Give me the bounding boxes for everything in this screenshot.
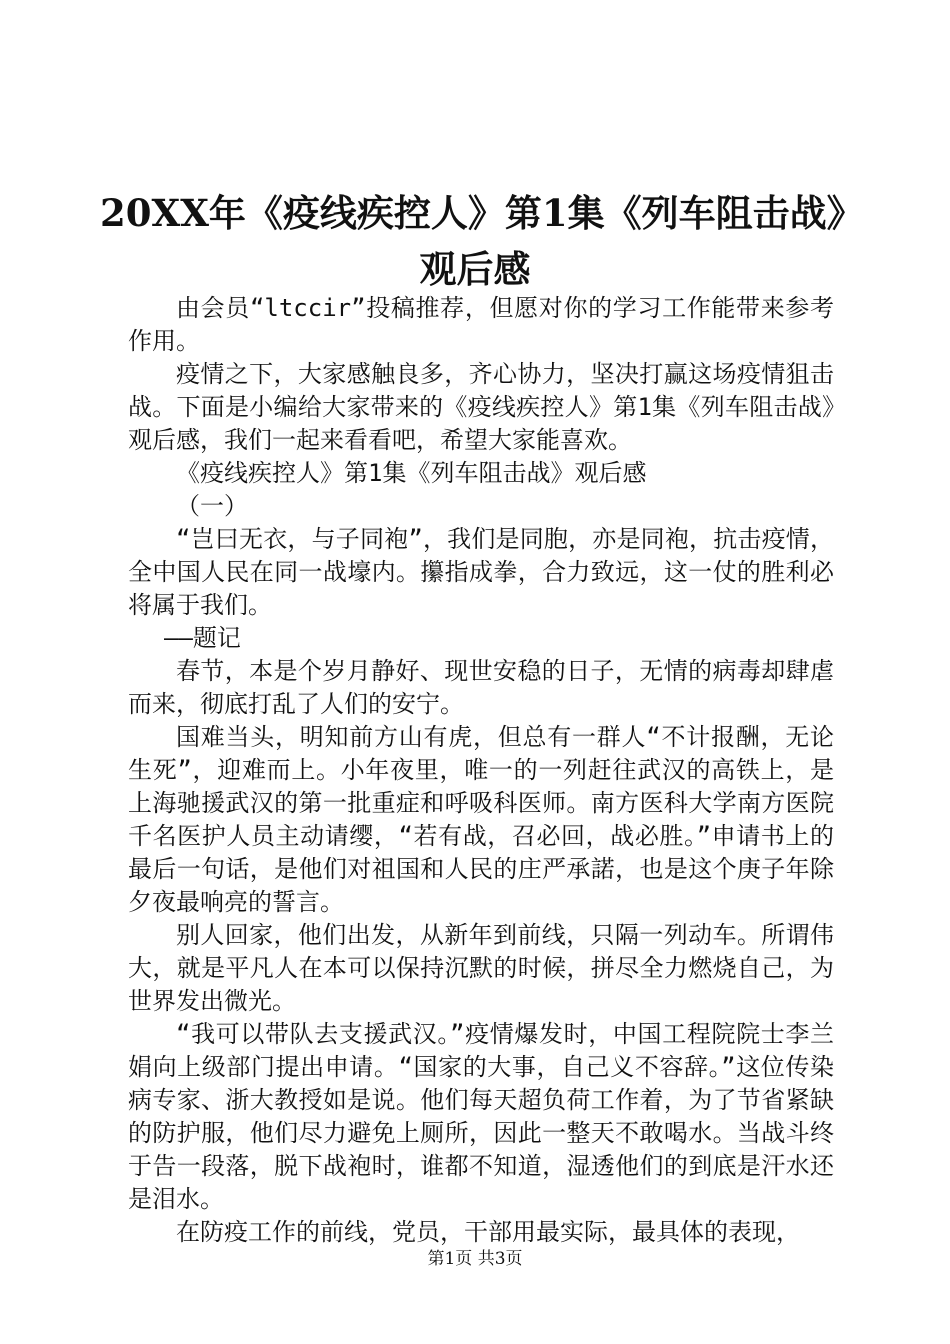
paragraph-intro: 由会员“ltccir”投稿推荐，但愿对你的学习工作能带来参考作用。 bbox=[128, 294, 834, 355]
paragraph-epigraph-label: ——题记 bbox=[164, 624, 241, 652]
paragraph-body: 国难当头，明知前方山有虎，但总有一群人“不计报酬，无论生死”，迎难而上。小年夜里，唯一的一列赶往武汉的高铁上，是上海驰援武汉的第一批重症和呼吸科医师。南方医科大学南方医院千名医护人员主动请缨，“若有战，召必回，战必胜。”申请书上的最后一句话，是他们对祖国和人民的庄严承諾，也是这个庚子年除夕夜最响亮的誓言。 bbox=[128, 723, 834, 916]
document-body bbox=[128, 292, 834, 1249]
page-footer: 第1页 共3页 bbox=[427, 1249, 523, 1269]
document-title-line2: 观后感 bbox=[419, 247, 531, 291]
paragraph-subtitle: 《疫线疾控人》第1集《列车阻击战》观后感 bbox=[176, 459, 647, 487]
paragraph-body: 在防疫工作的前线，党员，干部用最实际，最具体的表现， bbox=[176, 1218, 800, 1246]
document-title-line1: 20XX年《疫线疾控人》第1集《列车阻击战》 bbox=[100, 191, 864, 235]
paragraph-body: 别人回家，他们出发，从新年到前线，只隔一列动车。所谓伟大，就是平凡人在本可以保持沉默的时候，拼尽全力燃烧自己，为世界发出微光。 bbox=[128, 921, 834, 1015]
paragraph-preface: 疫情之下，大家感触良多，齐心协力，坚决打赢这场疫情狙击战。下面是小编给大家带来的《疫线疾控人》第1集《列车阻击战》观后感，我们一起来看看吧，希望大家能喜欢。 bbox=[128, 360, 834, 454]
paragraph-section-number: （一） bbox=[176, 492, 248, 520]
paragraph-quote: “岂曰无衣，与子同袍”，我们是同胞，亦是同袍，抗击疫情，全中国人民在同一战壕内。攥指成拳，合力致远，这一仗的胜利必将属于我们。 bbox=[128, 525, 834, 619]
paragraph-body: 春节，本是个岁月静好、现世安稳的日子，无情的病毒却肆虐而来，彻底打乱了人们的安宁。 bbox=[128, 657, 834, 718]
paragraph-body: “我可以带队去支援武汉。”疫情爆发时，中国工程院院士李兰娟向上级部门提出申请。“国家的大事，自己义不容辞。”这位传染病专家、浙大教授如是说。他们每天超负荷工作着，为了节省紧缺的防护服，他们尽力避免上厕所，因此一整天不敢喝水。当战斗终于告一段落，脱下战袍时，谁都不知道，湿透他们的到底是汗水还是泪水。 bbox=[128, 1020, 834, 1213]
